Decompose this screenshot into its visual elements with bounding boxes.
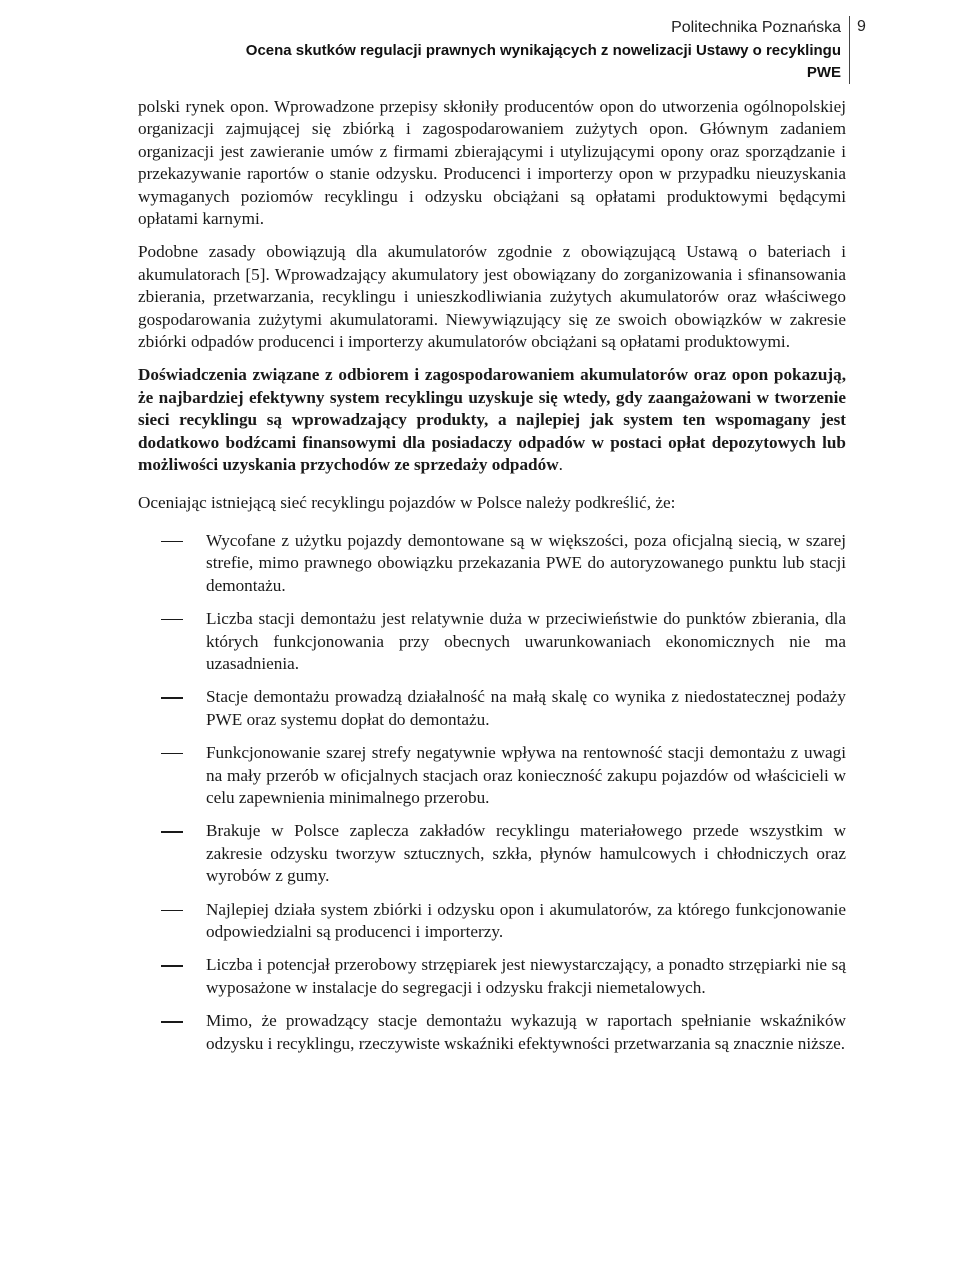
paragraph-conclusion xyxy=(138,364,846,476)
list-item xyxy=(138,742,846,809)
dash-bullet-icon xyxy=(161,697,183,698)
assessment-list xyxy=(138,530,846,1055)
list-item-text: Brakuje w Polsce zaplecza zakładów recyklingu materiałowego przede wszystkim w zakresie odzysku tworzyw sztucznych, szkła, płynów hamulcowych i chłodniczych oraz wyrobów z gumy. xyxy=(206,821,846,886)
header-title-line1: Ocena skutków regulacji prawnych wynikających z nowelizacji Ustawy o recyklingu xyxy=(245,42,841,59)
list-item xyxy=(138,1010,846,1055)
dash-bullet-icon xyxy=(161,541,183,542)
page-header xyxy=(138,16,850,84)
paragraph-batteries: Podobne zasady obowiązują dla akumulatorów zgodnie z obowiązującą Ustawą o bateriach i akumulatorach [5]. Wprowadzający akumulatory jest obowiązany do zorganizowania i sfinansowania zbierania, przetwarzania, recyklingu i unieszkodliwiania zużytych akumulatorów oraz właściwego gospodarowania zużytymi akumulatorami. Niewywiązujący się ze swoich obowiązków w zakresie zbiórki odpadów producenci i importerzy akumulatorów obciążani są opłatami produktowymi. xyxy=(138,242,846,352)
dash-bullet-icon xyxy=(161,619,183,620)
list-item xyxy=(138,820,846,887)
list-item-text: Liczba stacji demontażu jest relatywnie duża w przeciwieństwie do punktów zbierania, dla których funkcjonowania przy obecnych uwarunkowaniach ekonomicznych nie ma uzasadnienia. xyxy=(206,609,846,673)
dash-bullet-icon xyxy=(161,753,183,754)
list-item-text: Mimo, że prowadzący stacje demontażu wykazują w raportach spełnianie wskaźników odzysku i recyklingu, rzeczywiste wskaźniki efektywności przetwarzania są znacznie niższe. xyxy=(206,1011,846,1053)
list-item xyxy=(138,686,846,731)
dash-bullet-icon xyxy=(161,831,183,832)
dash-bullet-icon xyxy=(161,965,183,966)
dash-bullet-icon xyxy=(161,1021,183,1022)
list-item-text: Funkcjonowanie szarej strefy negatywnie wpływa na rentowność stacji demontażu z uwagi na mały przerób w oficjalnych stacjach oraz konieczność zakupu pojazdów od właścicieli w celu zapewnienia minimalnego przerobu. xyxy=(206,743,846,807)
list-item xyxy=(138,954,846,999)
page-number: 9 xyxy=(857,18,866,35)
paragraph-tires: polski rynek opon. Wprowadzone przepisy skłoniły producentów opon do utworzenia ogólnopolskiej organizacji zajmującej się zbiórką i zagospodarowaniem zużytych opon. Głównym zadaniem organizacji jest zawieranie umów z firmami zbierającymi i utylizującymi opony oraz sporządzanie i przekazywanie raportów o stanie odzysku. Producenci i importerzy opon w przypadku nieuzyskania wymaganych poziomów recyklingu i odzysku obciążani są opłatami produktowymi będącymi opłatami karnymi. xyxy=(138,97,846,229)
list-item xyxy=(138,608,846,675)
paragraph-intro: Oceniając istniejącą sieć recyklingu pojazdów w Polsce należy podkreślić, że: xyxy=(138,492,676,512)
dash-bullet-icon xyxy=(161,910,183,911)
header-institution: Politechnika Poznańska xyxy=(671,19,841,36)
list-item-text: Najlepiej działa system zbiórki i odzysku opon i akumulatorów, za którego funkcjonowanie odpowiedzialni są producenci i importerzy. xyxy=(206,899,846,941)
list-item xyxy=(138,530,846,597)
list-item-text: Liczba i potencjał przerobowy strzępiarek jest niewystarczający, a ponadto strzępiarki nie są wyposażone w instalacje do segregacji i odzysku frakcji niemetalowych. xyxy=(206,955,846,997)
list-item-text: Wycofane z użytku pojazdy demontowane są w większości, poza oficjalną siecią, w szarej strefie, mimo prawnego obowiązku przekazania PWE do autoryzowanego punktu lub stacji demontażu. xyxy=(206,530,846,595)
paragraph-conclusion-bold: Doświadczenia związane z odbiorem i zagospodarowaniem akumulatorów oraz opon pokazują, że najbardziej efektywny system recyklingu uzyskuje się wtedy, gdy zaangażowani w tworzenie sieci recyklingu są wprowadzający produkty, a najlepiej jak system ten wspomagany jest dodatkowo bodźcami finansowymi dla posiadaczy odpadów w postaci opłat depozytowych lub możliwości uzyskania przychodów ze sprzedaży odpadów xyxy=(138,365,846,475)
paragraph-conclusion-period: . xyxy=(558,455,563,475)
document-body xyxy=(138,96,846,1066)
header-title-line2: PWE xyxy=(806,64,841,81)
list-item xyxy=(138,899,846,944)
list-item-text: Stacje demontażu prowadzą działalność na małą skalę co wynika z niedostatecznej podaży PWE oraz systemu dopłat do demontażu. xyxy=(206,687,846,729)
